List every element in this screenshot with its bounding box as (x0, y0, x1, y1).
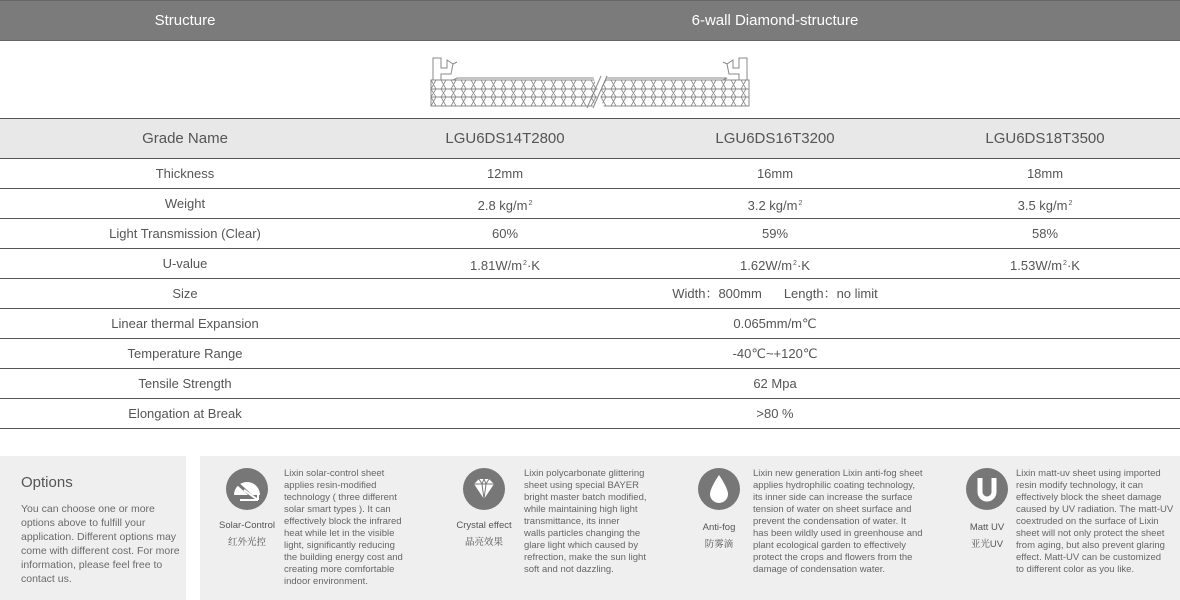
grade-3: LGU6DS18T3500 (985, 130, 1105, 147)
uvalue-3: $1.53W/m^2\cdot K$ (1010, 258, 1080, 273)
structure-header (0, 0, 1180, 41)
temperature-value: -40℃~+120℃ (732, 346, 818, 361)
matt-uv-name: Matt UV (969, 522, 1005, 533)
weight-label: Weight (164, 196, 206, 211)
anti-fog-description: Lixin new generation Lixin anti-fog sheet applies hydrophilic coating technology, its inner side can increase the surface tension of water on sheet surface and prevent the condensation of water. It has been wildly used in greenhouse and plant ecological garden to effectively protect the crops and flowers from the damage of condensation water. (753, 468, 923, 575)
tensile-value: 62 Mpa (753, 376, 797, 391)
features-panel (200, 456, 1180, 600)
weight-2: 3.2 $kg/m^2$ (747, 198, 803, 213)
temperature-label: Temperature Range (127, 346, 243, 361)
diamond-icon (463, 468, 505, 510)
grade-1: LGU6DS14T2800 (445, 130, 565, 147)
light-label: Light Transmission (Clear) (109, 226, 261, 241)
options-title: Options (21, 474, 73, 491)
feature-solar-control (200, 456, 445, 600)
solar-control-cn: 红外光控 (227, 537, 266, 548)
options-text: You can choose one or more options above to fulfill your application. Different options may come with different cost. For more information, please feel free to contact us. (21, 503, 180, 585)
grade-label: Grade Name (142, 130, 228, 147)
u-letter-icon (966, 468, 1008, 510)
thickness-3: 18mm (1026, 166, 1064, 181)
weight-1: 2.8 $kg/m^2$ (477, 198, 533, 213)
matt-uv-description: Lixin matt-uv sheet using imported resin modify technology, it can effectively block the sheet damage caused by UV radiation. The matt-UV coextruded on the surface of Lixin sheet will not only protect the sheet from aging, but also prevent glaring effect. Matt-UV can be customized to different color as you like. (1016, 468, 1174, 575)
feature-matt-uv (950, 456, 1180, 600)
water-drop-icon (698, 468, 740, 510)
size-width: Width：800mm (672, 286, 762, 301)
solar-control-name: Solar-Control (219, 520, 275, 531)
uvalue-1: $1.81W/m^2\cdot K$ (470, 258, 540, 273)
size-row (0, 279, 1180, 309)
solar-control-description: Lixin solar-control sheet applies resin-modified technology ( three different solar smart types ). It can effectively block the infrared heat while let in the visible light, significantly reducing the building energy cost and creating more comfortable indoor environment. (284, 468, 403, 587)
light-2: 59% (761, 226, 789, 241)
weight-row (0, 189, 1180, 219)
anti-fog-name: Anti-fog (702, 522, 736, 533)
feature-anti-fog (685, 456, 950, 600)
thickness-label: Thickness (155, 166, 215, 181)
size-value (370, 279, 1180, 308)
elongation-label: Elongation at Break (128, 406, 242, 421)
crystal-effect-description: Lixin polycarbonate glittering sheet using special BAYER bright master batch modified, while maintaining high light transmittance, its inner walls particles changing the glare light which caused by refrection, make the sun light soft and not dazzling. (524, 468, 647, 575)
u-value-row (0, 249, 1180, 279)
expansion-row (0, 309, 1180, 339)
elongation-row (0, 399, 1180, 429)
cross-section-diagram (425, 52, 755, 110)
uvalue-2: $1.62W/m^2\cdot K$ (740, 258, 810, 273)
anti-fog-cn: 防雾滴 (704, 539, 734, 550)
temperature-row (0, 339, 1180, 369)
elongation-value: >80 % (756, 406, 794, 421)
diamond-lattice (431, 80, 746, 106)
size-length: Length：no limit (783, 286, 878, 301)
light-3: 58% (1031, 226, 1059, 241)
thickness-row (0, 159, 1180, 189)
crystal-effect-name: Crystal effect (456, 520, 512, 531)
light-1: 60% (491, 226, 519, 241)
feature-crystal-effect (445, 456, 685, 600)
structure-value: 6-wall Diamond-structure (691, 12, 859, 29)
weight-3: 3.5 $kg/m^2$ (1017, 198, 1073, 213)
crystal-effect-cn: 晶亮效果 (464, 537, 503, 548)
size-label: Size (172, 286, 198, 301)
uvalue-label: U-value (162, 256, 208, 271)
thickness-2: 16mm (756, 166, 794, 181)
grade-2: LGU6DS16T3200 (715, 130, 835, 147)
expansion-label: Linear thermal Expansion (111, 316, 259, 331)
options-panel (0, 456, 186, 600)
solar-control-icon (226, 468, 268, 510)
thickness-1: 12mm (486, 166, 524, 181)
light-transmission-row (0, 219, 1180, 249)
tensile-row (0, 369, 1180, 399)
grade-name-row (0, 118, 1180, 159)
matt-uv-cn: 亚光UV (970, 539, 1004, 550)
structure-label: Structure (154, 12, 216, 29)
tensile-label: Tensile Strength (138, 376, 232, 391)
expansion-value: 0.065mm/m℃ (733, 316, 817, 331)
